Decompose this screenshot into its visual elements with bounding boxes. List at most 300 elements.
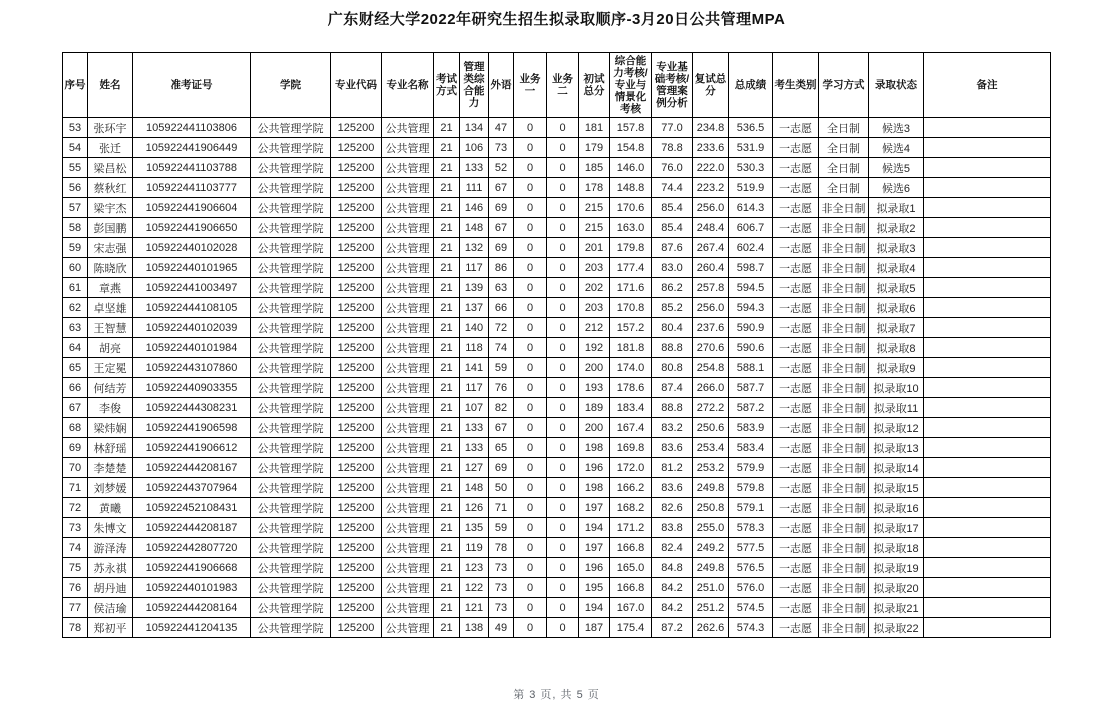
table-cell: 76 <box>63 578 88 598</box>
table-row <box>63 578 1051 598</box>
table-cell <box>924 238 1051 258</box>
table-cell: 拟录取14 <box>869 458 924 478</box>
table-cell: 0 <box>547 238 579 258</box>
table-cell: 公共管理 <box>382 158 434 178</box>
table-cell: 拟录取6 <box>869 298 924 318</box>
table-cell: 76.0 <box>652 158 693 178</box>
table-cell: 590.6 <box>729 338 773 358</box>
table-cell: 胡亮 <box>88 338 133 358</box>
table-cell: 105922444308231 <box>133 398 251 418</box>
table-row <box>63 438 1051 458</box>
table-cell: 拟录取4 <box>869 258 924 278</box>
table-cell: 拟录取7 <box>869 318 924 338</box>
table-cell: 公共管理学院 <box>251 418 331 438</box>
table-cell <box>924 418 1051 438</box>
table-cell <box>924 498 1051 518</box>
table-cell: 21 <box>434 238 460 258</box>
table-cell: 530.3 <box>729 158 773 178</box>
header-row <box>63 53 1051 118</box>
table-cell: 125200 <box>331 398 382 418</box>
table-cell: 123 <box>460 558 489 578</box>
table-cell: 公共管理 <box>382 138 434 158</box>
table-cell: 一志愿 <box>773 238 819 258</box>
table-cell: 公共管理学院 <box>251 298 331 318</box>
table-cell: 非全日制 <box>819 418 869 438</box>
table-cell: 0 <box>547 598 579 618</box>
table-cell: 105922444208187 <box>133 518 251 538</box>
table-cell: 86 <box>489 258 514 278</box>
table-cell: 非全日制 <box>819 438 869 458</box>
table-cell: 88.8 <box>652 398 693 418</box>
table-cell: 106 <box>460 138 489 158</box>
table-cell: 公共管理学院 <box>251 618 331 638</box>
table-cell: 105922441906612 <box>133 438 251 458</box>
column-header: 学院 <box>251 53 331 118</box>
table-cell: 125200 <box>331 318 382 338</box>
table-cell: 105922440102039 <box>133 318 251 338</box>
table-cell: 194 <box>579 518 610 538</box>
table-cell: 171.2 <box>610 518 652 538</box>
table-cell: 非全日制 <box>819 338 869 358</box>
table-cell: 63 <box>63 318 88 338</box>
table-cell: 一志愿 <box>773 618 819 638</box>
table-row <box>63 418 1051 438</box>
table-cell: 169.8 <box>610 438 652 458</box>
table-cell: 一志愿 <box>773 418 819 438</box>
table-cell: 126 <box>460 498 489 518</box>
table-cell: 105922441906604 <box>133 198 251 218</box>
table-cell: 0 <box>547 418 579 438</box>
column-header: 综合能力考核/专业与情景化考核 <box>610 53 652 118</box>
table-cell: 公共管理 <box>382 318 434 338</box>
table-cell: 侯洁瑜 <box>88 598 133 618</box>
table-cell: 66 <box>489 298 514 318</box>
table-cell: 125200 <box>331 578 382 598</box>
table-cell: 0 <box>514 378 547 398</box>
table-cell: 公共管理 <box>382 518 434 538</box>
table-cell: 一志愿 <box>773 538 819 558</box>
table-cell: 203 <box>579 258 610 278</box>
table-cell: 21 <box>434 398 460 418</box>
table-cell: 177.4 <box>610 258 652 278</box>
table-cell: 0 <box>547 558 579 578</box>
table-cell: 78 <box>63 618 88 638</box>
table-cell: 公共管理学院 <box>251 598 331 618</box>
table-cell: 125200 <box>331 438 382 458</box>
table-cell: 166.2 <box>610 478 652 498</box>
table-cell <box>924 158 1051 178</box>
table-cell: 公共管理 <box>382 558 434 578</box>
table-cell: 张环宇 <box>88 118 133 138</box>
table-cell: 125200 <box>331 218 382 238</box>
table-cell: 111 <box>460 178 489 198</box>
table-cell: 135 <box>460 518 489 538</box>
table-cell: 260.4 <box>693 258 729 278</box>
table-cell: 55 <box>63 158 88 178</box>
table-cell: 132 <box>460 238 489 258</box>
table-row <box>63 258 1051 278</box>
table-cell: 73 <box>489 578 514 598</box>
table-cell: 174.0 <box>610 358 652 378</box>
admission-table <box>62 52 1051 638</box>
table-cell: 拟录取10 <box>869 378 924 398</box>
table-cell: 71 <box>489 498 514 518</box>
table-cell: 0 <box>547 398 579 418</box>
column-header: 专业名称 <box>382 53 434 118</box>
table-cell: 公共管理 <box>382 358 434 378</box>
table-cell: 105922441204135 <box>133 618 251 638</box>
table-cell: 公共管理 <box>382 418 434 438</box>
page-footer: 第 3 页, 共 5 页 <box>513 689 600 701</box>
table-cell: 125200 <box>331 238 382 258</box>
table-cell: 125200 <box>331 518 382 538</box>
table-cell: 256.0 <box>693 198 729 218</box>
table-cell: 一志愿 <box>773 298 819 318</box>
table-cell: 0 <box>547 178 579 198</box>
table-cell: 公共管理学院 <box>251 138 331 158</box>
table-cell: 85.2 <box>652 298 693 318</box>
table-row <box>63 158 1051 178</box>
table-cell <box>924 178 1051 198</box>
table-cell: 70 <box>63 458 88 478</box>
table-cell: 170.6 <box>610 198 652 218</box>
table-cell: 0 <box>547 438 579 458</box>
table-cell: 公共管理学院 <box>251 558 331 578</box>
table-cell <box>924 518 1051 538</box>
table-cell: 125200 <box>331 478 382 498</box>
table-cell: 86.2 <box>652 278 693 298</box>
table-cell: 候选6 <box>869 178 924 198</box>
table-cell: 198 <box>579 438 610 458</box>
table-cell: 193 <box>579 378 610 398</box>
table-cell: 宋志强 <box>88 238 133 258</box>
table-cell: 185 <box>579 158 610 178</box>
table-cell: 125200 <box>331 298 382 318</box>
table-cell: 87.6 <box>652 238 693 258</box>
table-cell: 公共管理 <box>382 398 434 418</box>
table-cell: 0 <box>514 258 547 278</box>
table-cell: 82.6 <box>652 498 693 518</box>
table-cell: 171.6 <box>610 278 652 298</box>
table-cell: 587.7 <box>729 378 773 398</box>
table-cell: 134 <box>460 118 489 138</box>
table-cell: 公共管理学院 <box>251 198 331 218</box>
table-row <box>63 558 1051 578</box>
table-cell: 0 <box>514 498 547 518</box>
table-cell: 133 <box>460 438 489 458</box>
table-cell: 候选5 <box>869 158 924 178</box>
table-cell: 0 <box>547 498 579 518</box>
table-cell: 69 <box>489 458 514 478</box>
table-cell: 拟录取3 <box>869 238 924 258</box>
table-row <box>63 398 1051 418</box>
table-cell: 0 <box>547 518 579 538</box>
table-cell <box>924 198 1051 218</box>
table-cell: 非全日制 <box>819 558 869 578</box>
table-cell: 105922440101983 <box>133 578 251 598</box>
table-cell: 125200 <box>331 138 382 158</box>
table-cell: 82.4 <box>652 538 693 558</box>
table-cell: 非全日制 <box>819 318 869 338</box>
table-cell: 21 <box>434 498 460 518</box>
table-cell: 21 <box>434 138 460 158</box>
table-cell: 候选4 <box>869 138 924 158</box>
table-cell: 0 <box>514 278 547 298</box>
table-cell: 133 <box>460 418 489 438</box>
table-cell: 105922441906598 <box>133 418 251 438</box>
table-cell: 公共管理学院 <box>251 358 331 378</box>
table-cell: 一志愿 <box>773 178 819 198</box>
table-cell: 71 <box>63 478 88 498</box>
table-cell: 0 <box>547 318 579 338</box>
table-cell: 163.0 <box>610 218 652 238</box>
table-cell: 77 <box>63 598 88 618</box>
table-cell: 一志愿 <box>773 118 819 138</box>
table-cell: 非全日制 <box>819 458 869 478</box>
table-cell: 60 <box>63 258 88 278</box>
table-cell: 146 <box>460 198 489 218</box>
table-cell: 148 <box>460 218 489 238</box>
table-cell: 公共管理学院 <box>251 518 331 538</box>
table-cell: 0 <box>514 538 547 558</box>
table-cell: 0 <box>514 438 547 458</box>
table-cell: 237.6 <box>693 318 729 338</box>
table-cell: 178.6 <box>610 378 652 398</box>
table-cell: 117 <box>460 378 489 398</box>
table-cell <box>924 218 1051 238</box>
table-cell: 梁炜娴 <box>88 418 133 438</box>
table-cell: 梁宇杰 <box>88 198 133 218</box>
table-cell: 公共管理学院 <box>251 318 331 338</box>
table-cell: 74 <box>489 338 514 358</box>
table-cell: 68 <box>63 418 88 438</box>
table-cell: 黄曦 <box>88 498 133 518</box>
column-header: 专业基础考核/管理案例分析 <box>652 53 693 118</box>
table-cell: 255.0 <box>693 518 729 538</box>
table-cell: 183.4 <box>610 398 652 418</box>
table-cell: 0 <box>514 398 547 418</box>
column-header: 总成绩 <box>729 53 773 118</box>
table-cell: 125200 <box>331 418 382 438</box>
table-cell: 郑初平 <box>88 618 133 638</box>
table-row <box>63 538 1051 558</box>
table-cell: 125200 <box>331 278 382 298</box>
table-cell: 167.0 <box>610 598 652 618</box>
table-cell: 73 <box>489 558 514 578</box>
table-cell: 196 <box>579 558 610 578</box>
table-cell: 一志愿 <box>773 378 819 398</box>
table-cell: 非全日制 <box>819 278 869 298</box>
table-cell: 105922440101965 <box>133 258 251 278</box>
table-cell: 朱博文 <box>88 518 133 538</box>
table-row <box>63 138 1051 158</box>
table-cell: 64 <box>63 338 88 358</box>
table-cell: 80.8 <box>652 358 693 378</box>
table-cell <box>924 458 1051 478</box>
table-cell: 公共管理 <box>382 218 434 238</box>
table-cell: 0 <box>514 338 547 358</box>
table-cell: 105922443107860 <box>133 358 251 378</box>
table-cell: 254.8 <box>693 358 729 378</box>
table-cell: 125200 <box>331 538 382 558</box>
table-cell: 0 <box>514 158 547 178</box>
table-cell: 179.8 <box>610 238 652 258</box>
table-cell: 公共管理学院 <box>251 278 331 298</box>
table-cell: 0 <box>514 478 547 498</box>
table-cell: 266.0 <box>693 378 729 398</box>
table-cell: 168.2 <box>610 498 652 518</box>
table-cell: 69 <box>63 438 88 458</box>
table-cell: 148.8 <box>610 178 652 198</box>
table-cell: 何结芳 <box>88 378 133 398</box>
table-cell: 0 <box>547 458 579 478</box>
table-cell: 253.2 <box>693 458 729 478</box>
table-cell: 105922441003497 <box>133 278 251 298</box>
table-cell: 0 <box>514 138 547 158</box>
table-cell: 47 <box>489 118 514 138</box>
table-cell: 87.2 <box>652 618 693 638</box>
table-cell: 公共管理学院 <box>251 158 331 178</box>
table-cell: 0 <box>514 598 547 618</box>
table-cell: 21 <box>434 458 460 478</box>
table-cell: 78 <box>489 538 514 558</box>
table-cell: 王智慧 <box>88 318 133 338</box>
table-cell: 105922440101984 <box>133 338 251 358</box>
column-header: 学习方式 <box>819 53 869 118</box>
table-cell: 249.8 <box>693 478 729 498</box>
table-cell: 84.2 <box>652 578 693 598</box>
table-cell <box>924 558 1051 578</box>
table-cell: 189 <box>579 398 610 418</box>
table-cell: 531.9 <box>729 138 773 158</box>
table-cell: 157.8 <box>610 118 652 138</box>
table-cell: 一志愿 <box>773 258 819 278</box>
table-cell: 83.6 <box>652 438 693 458</box>
table-cell: 公共管理 <box>382 378 434 398</box>
table-cell: 181.8 <box>610 338 652 358</box>
table-cell: 202 <box>579 278 610 298</box>
table-cell: 公共管理学院 <box>251 478 331 498</box>
table-cell: 公共管理 <box>382 278 434 298</box>
table-body <box>63 118 1051 638</box>
table-cell: 77.0 <box>652 118 693 138</box>
table-cell: 彭国鹏 <box>88 218 133 238</box>
table-cell: 73 <box>63 518 88 538</box>
table-cell: 50 <box>489 478 514 498</box>
column-header: 管理类综合能力 <box>460 53 489 118</box>
table-cell: 88.8 <box>652 338 693 358</box>
table-cell: 105922444208167 <box>133 458 251 478</box>
table-cell: 250.6 <box>693 418 729 438</box>
table-cell: 87.4 <box>652 378 693 398</box>
table-cell: 21 <box>434 478 460 498</box>
table-cell: 83.2 <box>652 418 693 438</box>
table-cell: 157.2 <box>610 318 652 338</box>
table-cell <box>924 538 1051 558</box>
table-cell: 105922441906650 <box>133 218 251 238</box>
table-cell: 80.4 <box>652 318 693 338</box>
table-cell: 576.0 <box>729 578 773 598</box>
table-cell: 非全日制 <box>819 498 869 518</box>
table-cell: 拟录取21 <box>869 598 924 618</box>
table-cell: 73 <box>489 598 514 618</box>
table-cell: 拟录取1 <box>869 198 924 218</box>
table-cell: 83.6 <box>652 478 693 498</box>
table-cell: 拟录取15 <box>869 478 924 498</box>
table-cell: 0 <box>547 118 579 138</box>
table-cell: 256.0 <box>693 298 729 318</box>
table-cell: 105922441906668 <box>133 558 251 578</box>
table-cell: 21 <box>434 418 460 438</box>
table-cell: 21 <box>434 178 460 198</box>
table-cell: 138 <box>460 618 489 638</box>
table-cell: 公共管理 <box>382 118 434 138</box>
table-cell: 一志愿 <box>773 358 819 378</box>
table-cell: 非全日制 <box>819 538 869 558</box>
table-cell: 579.8 <box>729 478 773 498</box>
table-cell: 李楚楚 <box>88 458 133 478</box>
table-cell: 133 <box>460 158 489 178</box>
table-cell: 0 <box>547 338 579 358</box>
table-row <box>63 178 1051 198</box>
table-cell: 212 <box>579 318 610 338</box>
page-title: 广东财经大学2022年研究生招生拟录取顺序-3月20日公共管理MPA <box>327 11 786 28</box>
table-cell <box>924 298 1051 318</box>
table-cell: 0 <box>514 198 547 218</box>
table-cell: 72 <box>63 498 88 518</box>
table-cell: 69 <box>489 198 514 218</box>
table-cell: 全日制 <box>819 158 869 178</box>
table-cell: 公共管理 <box>382 198 434 218</box>
table-cell: 0 <box>514 358 547 378</box>
table-cell: 105922440102028 <box>133 238 251 258</box>
table-cell: 125200 <box>331 358 382 378</box>
table-cell: 200 <box>579 418 610 438</box>
table-cell: 拟录取13 <box>869 438 924 458</box>
table-cell: 非全日制 <box>819 238 869 258</box>
table-row <box>63 118 1051 138</box>
table-cell: 67 <box>489 218 514 238</box>
column-header: 姓名 <box>88 53 133 118</box>
table-cell: 127 <box>460 458 489 478</box>
table-cell: 0 <box>547 298 579 318</box>
table-cell: 57 <box>63 198 88 218</box>
table-cell: 公共管理学院 <box>251 378 331 398</box>
table-cell: 82 <box>489 398 514 418</box>
table-cell: 167.4 <box>610 418 652 438</box>
table-cell: 83.0 <box>652 258 693 278</box>
table-cell: 21 <box>434 558 460 578</box>
table-cell: 0 <box>547 278 579 298</box>
table-cell: 519.9 <box>729 178 773 198</box>
table-cell: 0 <box>547 618 579 638</box>
table-row <box>63 498 1051 518</box>
table-cell: 拟录取11 <box>869 398 924 418</box>
table-cell: 195 <box>579 578 610 598</box>
table-cell: 0 <box>547 378 579 398</box>
table-cell: 594.3 <box>729 298 773 318</box>
table-cell <box>924 618 1051 638</box>
table-cell: 215 <box>579 198 610 218</box>
table-cell: 272.2 <box>693 398 729 418</box>
table-cell: 0 <box>514 558 547 578</box>
column-header: 录取状态 <box>869 53 924 118</box>
table-cell: 公共管理 <box>382 478 434 498</box>
table-cell: 270.6 <box>693 338 729 358</box>
column-header: 复试总分 <box>693 53 729 118</box>
table-row <box>63 618 1051 638</box>
table-cell: 165.0 <box>610 558 652 578</box>
